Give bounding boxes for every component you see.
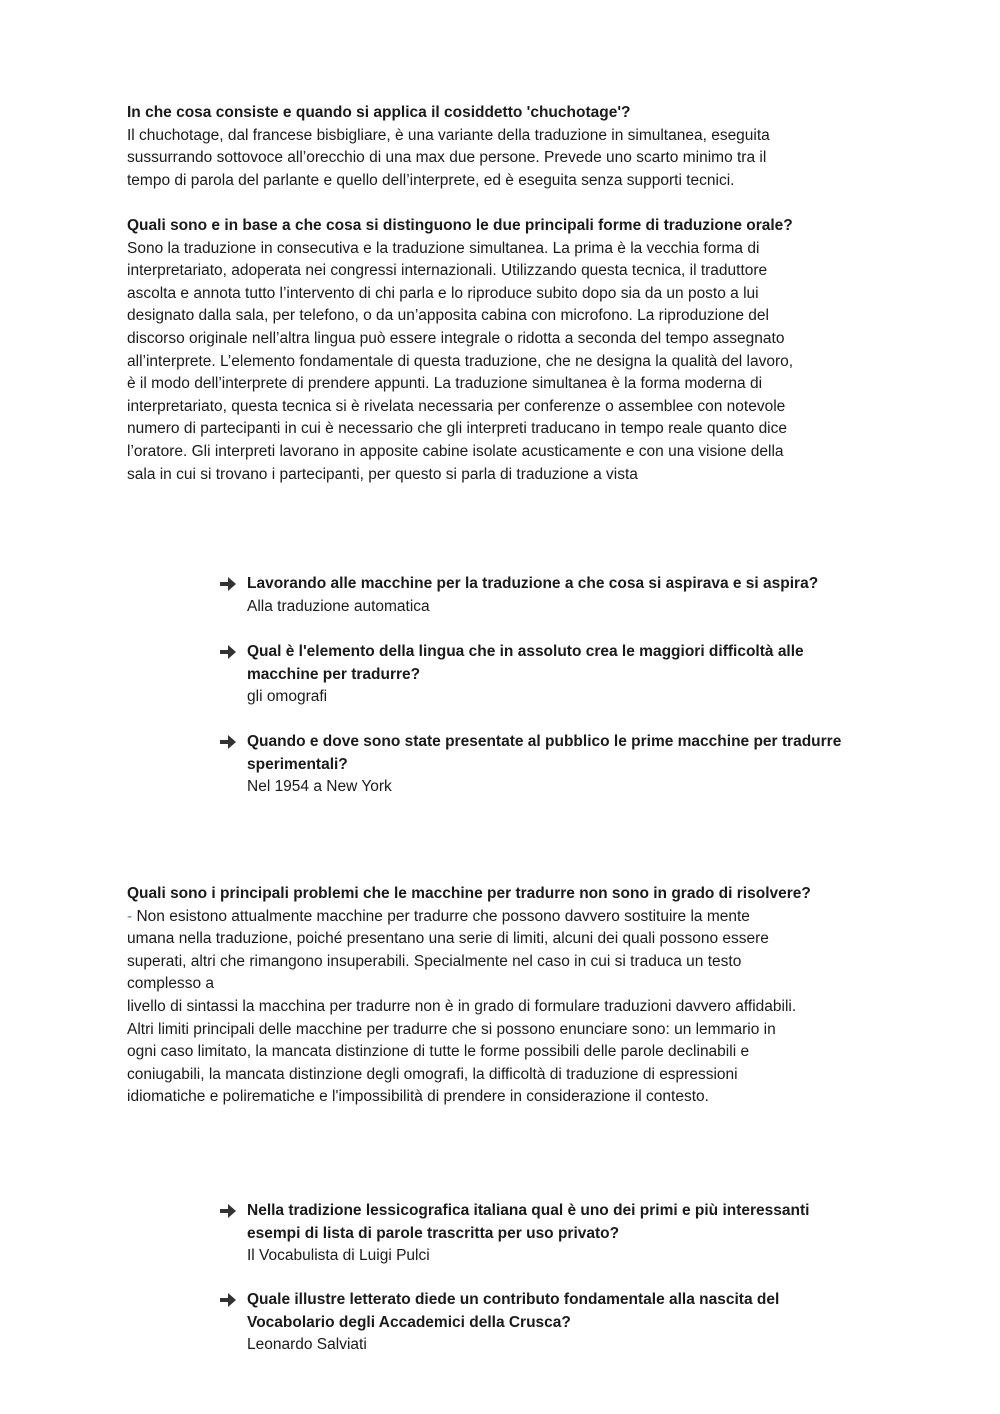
answer-text: gli omografi — [247, 688, 328, 706]
question-heading: In che cosa consiste e quando si applica il cosiddetto 'chuchotage'? — [127, 104, 631, 121]
answer-line: interpretariato, adoperata nei congressi internazionali. Utilizzando questa tecnica, il traduttore — [127, 262, 768, 280]
dash-marker: - — [127, 907, 133, 925]
answer-line: discorso originale nell’altra lingua può essere integrale o ridotta a seconda del tempo assegnato — [127, 329, 785, 347]
answer-text: Alla traduzione automatica — [247, 597, 430, 615]
answer-line: coniugabili, la mancata distinzione degli omografi, la difficoltà di traduzione di espressioni — [127, 1065, 738, 1083]
answer-line: interpretariato, questa tecnica si è rivelata necessaria per conferenze o assemblee con notevole — [127, 397, 786, 415]
answer-text: Il Vocabulista di Luigi Pulci — [247, 1247, 430, 1265]
arrow-right-icon — [219, 732, 237, 752]
bullet-item — [219, 641, 869, 709]
qa-section-chuchotage — [127, 102, 872, 192]
answer-line: - Non esistono attualmente macchine per tradurre che possono davvero sostituire la mente — [127, 907, 750, 925]
question-heading: Quale illustre letterato diede un contributo fondamentale alla nascita del Vocabolario degli Accademici della Crusca? — [247, 1291, 780, 1331]
answer-line: all’interprete. L’elemento fondamentale di questa traduzione, che ne designa la qualità del lavoro, — [127, 352, 794, 370]
answer-line: idiomatiche e polirematiche e l'impossibilità di prendere in considerazione il contesto. — [127, 1088, 709, 1106]
bullet-item — [219, 1289, 869, 1357]
answer-line: l’oratore. Gli interpreti lavorano in apposite cabine isolate acusticamente e con una visione della — [127, 442, 784, 460]
arrow-right-icon — [219, 642, 237, 662]
answer-line: umana nella traduzione, poiché presentano una serie di limiti, alcuni dei quali possono essere — [127, 930, 769, 948]
qa-section-machine-problems — [127, 883, 872, 1109]
question-heading: Quali sono i principali problemi che le macchine per tradurre non sono in grado di risolvere? — [127, 885, 811, 902]
answer-line: Il chuchotage, dal francese bisbigliare, è una variante della traduzione in simultanea, eseguita — [127, 126, 770, 144]
answer-line: livello di sintassi la macchina per tradurre non è in grado di formulare traduzioni davvero affidabili. — [127, 997, 797, 1015]
answer-line: complesso a — [127, 975, 215, 993]
answer-line: ogni caso limitato, la mancata distinzione di tutte le forme possibili delle parole declinabili e — [127, 1043, 750, 1061]
answer-line: sussurrando sottovoce all’orecchio di una max due persone. Prevede uno scarto minimo tra il — [127, 149, 767, 167]
answer-line: Sono la traduzione in consecutiva e la traduzione simultanea. La prima è la vecchia forma di — [127, 239, 760, 257]
bullet-item — [219, 1200, 869, 1268]
bullet-item — [219, 573, 869, 618]
qa-section-oral-translation — [127, 215, 872, 486]
question-heading: Lavorando alle macchine per la traduzione a che cosa si aspirava e si aspira? — [247, 575, 819, 592]
arrow-right-icon — [219, 1290, 237, 1310]
question-heading: Nella tradizione lessicografica italiana qual è uno dei primi e più interessanti esempi di lista di parole trascritta per uso privato? — [247, 1202, 810, 1242]
answer-line: è il modo dell’interprete di prendere appunti. La traduzione simultanea è la forma moderna di — [127, 375, 763, 393]
answer-line: designato dalla sala, per telefono, o da un’apposita cabina con microfono. La riproduzione del — [127, 307, 769, 325]
answer-text: Leonardo Salviati — [247, 1336, 367, 1354]
answer-line: tempo di parola del parlante e quello dell’interprete, ed è eseguita senza supporti tecnici. — [127, 171, 735, 189]
question-heading: Quali sono e in base a che cosa si distinguono le due principali forme di traduzione orale? — [127, 217, 793, 234]
answer-paragraph — [127, 906, 872, 1109]
answer-line: Altri limiti principali delle macchine per tradurre che si possono enunciare sono: un lemmario in — [127, 1020, 776, 1038]
answer-text: Nel 1954 a New York — [247, 778, 392, 796]
answer-paragraph — [127, 125, 872, 193]
answer-line: sala in cui si trovano i partecipanti, per questo si parla di traduzione a vista — [127, 465, 638, 483]
arrow-right-icon — [219, 574, 237, 594]
answer-line: superati, altri che rimangono insuperabili. Specialmente nel caso in cui si traduca un testo — [127, 952, 742, 970]
answer-line: numero di partecipanti in cui è necessario che gli interpreti traducano in tempo reale quanto dice — [127, 420, 787, 438]
question-heading: Qual è l'elemento della lingua che in assoluto crea le maggiori difficoltà alle macchine per tradurre? — [247, 643, 804, 683]
arrow-right-icon — [219, 1201, 237, 1221]
question-heading: Quando e dove sono state presentate al pubblico le prime macchine per tradurre sperimentali? — [247, 733, 842, 773]
answer-line: ascolta e annota tutto l’intervento di chi parla e lo riproduce subito dopo sia da un posto a lui — [127, 284, 759, 302]
bullet-item — [219, 731, 869, 799]
answer-paragraph — [127, 238, 872, 487]
